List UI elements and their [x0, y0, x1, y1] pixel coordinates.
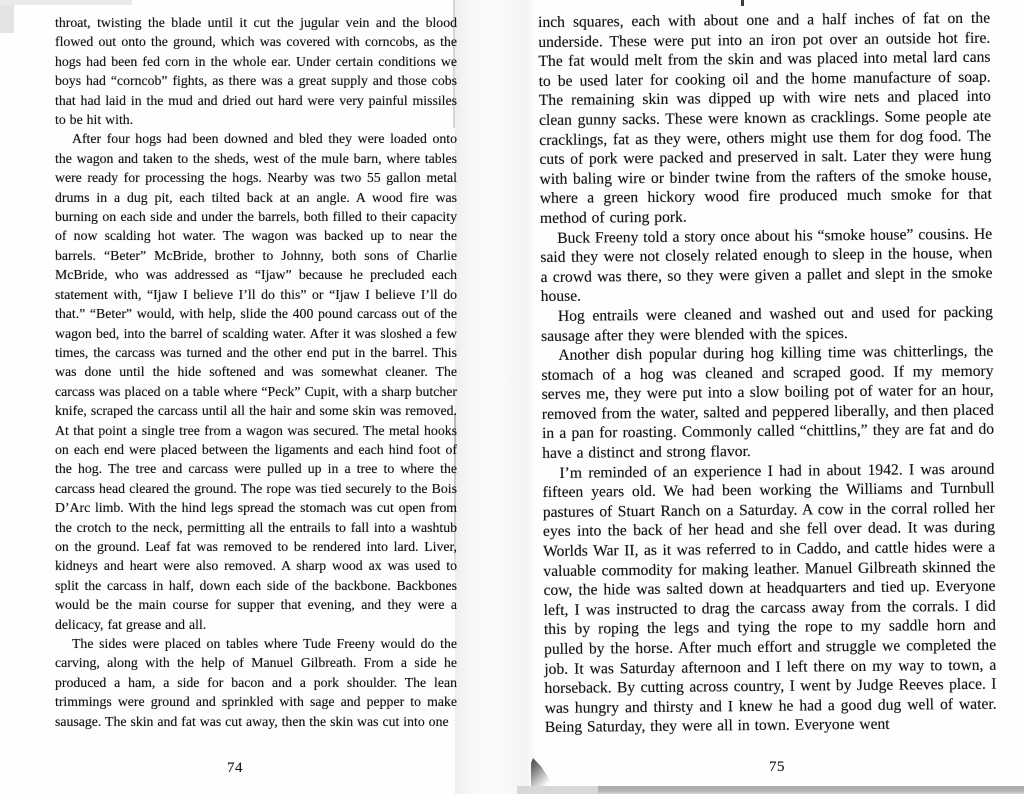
right-page-text	[538, 9, 997, 738]
left-page-number: 74	[227, 760, 243, 776]
paragraph: Hog entrails were cleaned and washed out and used for packing sausage after they were blended with the spices.	[541, 303, 993, 345]
right-page-number: 75	[769, 759, 785, 775]
paragraph: throat, twisting the blade until it cut the jugular vein and the blood flowed out onto the ground, which was covered with corncobs, as the hogs had been fed corn in the whole ear. Under certain conditions we boys had “corncob” fights, as there was a great supply and those cobs that had laid in the mud and dried out hard were very painful missiles to be hit with.	[55, 15, 457, 128]
page-curl-smudge	[531, 758, 555, 788]
paragraph: inch squares, each with about one and a half inches of fat on the underside. These were put into an iron pot over an outside hot fire. The fat would melt from the skin and was placed into metal lard cans to be used later for cooking oil and the home manufacture of soap. The remaining skin was dipped up with wire nets and placed into clean gunny sacks. These were known as cracklings. Some people ate cracklings, fat as they were, others might use them for dog food. The cuts of pork were packed and preserved in salt. Later they were hung with baling wire or binder twine from the rafters of the smoke house, where a green hickory wood fire produced much smoke for that method of curing pork.	[538, 9, 992, 227]
scan-ink-mark	[741, 0, 744, 6]
paragraph: The sides were placed on tables where Tude Freeny would do the carving, along with the help of Manuel Gilbreath. From a side he produced a ham, a side for bacon and a pork shoulder. The lean trimmings were ground and sprinkled with sage and pepper to make sausage. The skin and fat was cut away, then the skin was cut into one	[55, 636, 457, 729]
scan-bottom-edge-shadow	[598, 786, 1024, 794]
paragraph: Buck Freeny told a story once about his “smoke house” cousins. He said they were not closely related enough to sleep in the house, when a crowd was there, so they were given a pallet and slept in the smoke house.	[540, 225, 993, 306]
scan-bottom-edge-light	[517, 786, 602, 794]
scan-top-edge-artifact	[0, 0, 132, 5]
paragraph: I’m reminded of an experience I had in about 1942. I was around fifteen years old. We had been working the Williams and Turnbull pastures of Stuart Ranch on a Saturday. A cow in the corral rolled her eyes into the back of her head and she fell over dead. It was during Worlds War II, as it was referred to in Caddo, and cattle hides were a valuable commodity for making leather. Manuel Gilbreath skinned the cow, the hide was salted down at headquarters and tied up. Everyone left, I was instructed to drag the carcass away from the corrals. I did this by roping the legs and tying the rope to my saddle horn and pulled by the horse. After much effort and struggle we completed the job. It was Saturday afternoon and I left there on my way to town, a horseback. By cutting across country, I went by Judge Reeves place. I was hungry and thirsty and I knew he had a good dug well of water. Being Saturday, they were all in town. Everyone went	[542, 460, 997, 737]
page-gutter-shadow	[455, 0, 535, 794]
left-page-text	[55, 13, 457, 731]
paragraph: After four hogs had been downed and bled they were loaded onto the wagon and taken to the sheds, west of the mule barn, where tables were ready for processing the hogs. Nearby was two 55 gallon metal drums in a dug pit, each tilted back at an angle. A wood fire was burning on each side and under the barrels, both filled to their capacity of now scalding hot water. The wagon was backed up to near the barrels. “Beter” McBride, brother to Johnny, both sons of Charlie McBride, who was addressed as “Ijaw” because he precluded each statement with, “Ijaw I believe I’ll do this” or “Ijaw I believe I’ll do that.” “Beter” would, with help, slide the 400 pound carcass out of the wagon bed, into the barrel of scalding water. After it was sloshed a few times, the carcass was turned and the other end put in the barrel. This was done until the hide softened and was somewhat cleaner. The carcass was placed on a table where “Peck” Cupit, with a sharp butcher knife, scraped the carcass until all the hair and some skin was removed. At that point a single tree from a wagon was secured. The metal hooks on each end were placed between the ligaments and each hind foot of the hog. The tree and carcass were pulled up in a tree to where the carcass head cleared the ground. The rope was tied securely to the Bois D’Arc limb. With the hind legs spread the stomach was cut open from the crotch to the neck, permitting all the entrails to fall into a washtub on the ground. Leaf fat was removed to be rendered into lard. Liver, kidneys and heart were also removed. A sharp wood ax was used to split the carcass in half, down each side of the backbone. Backbones would be the main course for supper that evening, and they were a delicacy, fat grease and all.	[55, 131, 457, 632]
paragraph: Another dish popular during hog killing time was chitterlings, the stomach of a hog was cleaned and scraped good. If my memory serves me, they were put into a slow boiling pot of water for an hour, removed from the water, salted and peppered liberally, and then placed in a pan for roasting. Commonly called “chittlins,” they are fat and do have a distinct and strong flavor.	[541, 342, 995, 463]
